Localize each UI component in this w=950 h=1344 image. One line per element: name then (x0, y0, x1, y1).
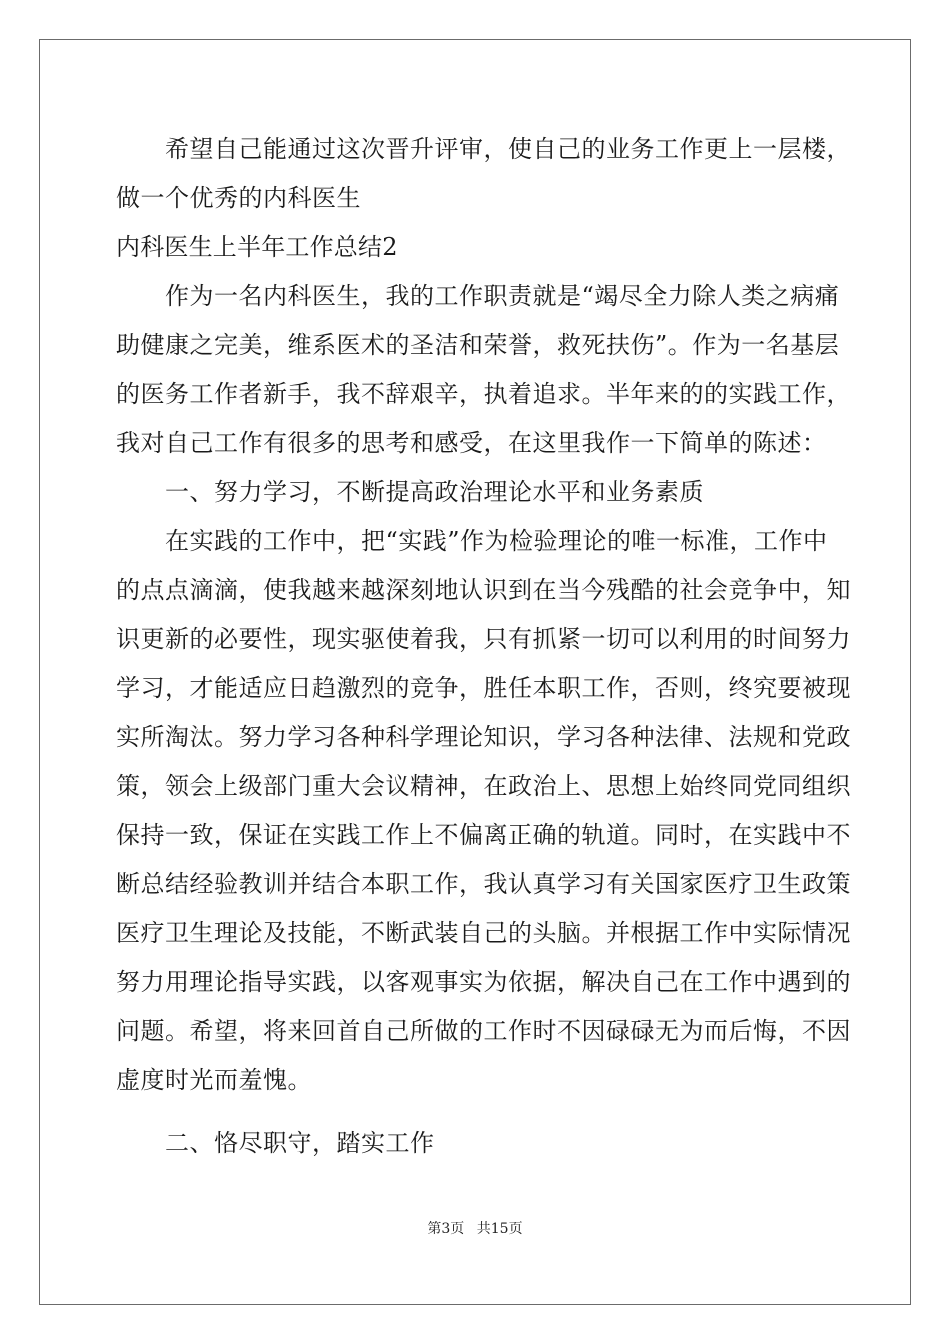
paragraph-line: 做一个优秀的内科医生 (116, 184, 361, 212)
document-body (116, 125, 851, 1168)
paragraph-line: 断总结经验教训并结合本职工作，我认真学习有关国家医疗卫生政策 (116, 870, 851, 898)
paragraph-spacer (116, 1105, 836, 1119)
paragraph-line: 策，领会上级部门重大会议精神，在政治上、思想上始终同党同组织 (116, 772, 851, 800)
paragraph-line: 的医务工作者新手，我不辞艰辛，执着追求。半年来的的实践工作， (116, 380, 851, 408)
paragraph-line: 实所淘汰。努力学习各种科学理论知识，学习各种法律、法规和党政 (116, 723, 851, 751)
page-number: 第3页 (427, 1221, 465, 1237)
paragraph-line: 希望自己能通过这次晋升评审，使自己的业务工作更上一层楼， (116, 135, 851, 163)
paragraph-line: 问题。希望，将来回首自己所做的工作时不因碌碌无为而后悔，不因 (116, 1017, 851, 1045)
paragraph-line: 学习，才能适应日趋激烈的竞争，胜任本职工作，否则，终究要被现 (116, 674, 851, 702)
paragraph-line: 在实践的工作中，把“实践”作为检验理论的唯一标准，工作中 (116, 527, 828, 555)
subheading: 二、恪尽职守，踏实工作 (116, 1129, 435, 1157)
paragraph-line: 作为一名内科医生，我的工作职责就是“竭尽全力除人类之病痛 (116, 282, 840, 310)
paragraph-line: 医疗卫生理论及技能，不断武装自己的头脑。并根据工作中实际情况 (116, 919, 851, 947)
paragraph-line: 识更新的必要性，现实驱使着我，只有抓紧一切可以利用的时间努力 (116, 625, 851, 653)
paragraph-line: 的点点滴滴，使我越来越深刻地认识到在当今残酷的社会竞争中，知 (116, 576, 851, 604)
page-total: 共15页 (476, 1221, 523, 1237)
section-title: 内科医生上半年工作总结2 (116, 233, 398, 261)
paragraph-line: 虚度时光而羞愧。 (116, 1066, 312, 1094)
paragraph-line: 助健康之完美，维系医术的圣洁和荣誉，救死扶伤”。作为一名基层 (116, 331, 840, 359)
subheading: 一、努力学习，不断提高政治理论水平和业务素质 (116, 478, 704, 506)
paragraph-line: 我对自己工作有很多的思考和感受，在这里我作一下简单的陈述： (116, 429, 827, 457)
paragraph-line: 努力用理论指导实践，以客观事实为依据，解决自己在工作中遇到的 (116, 968, 851, 996)
page-footer (0, 1218, 950, 1238)
paragraph-line: 保持一致，保证在实践工作上不偏离正确的轨道。同时，在实践中不 (116, 821, 851, 849)
